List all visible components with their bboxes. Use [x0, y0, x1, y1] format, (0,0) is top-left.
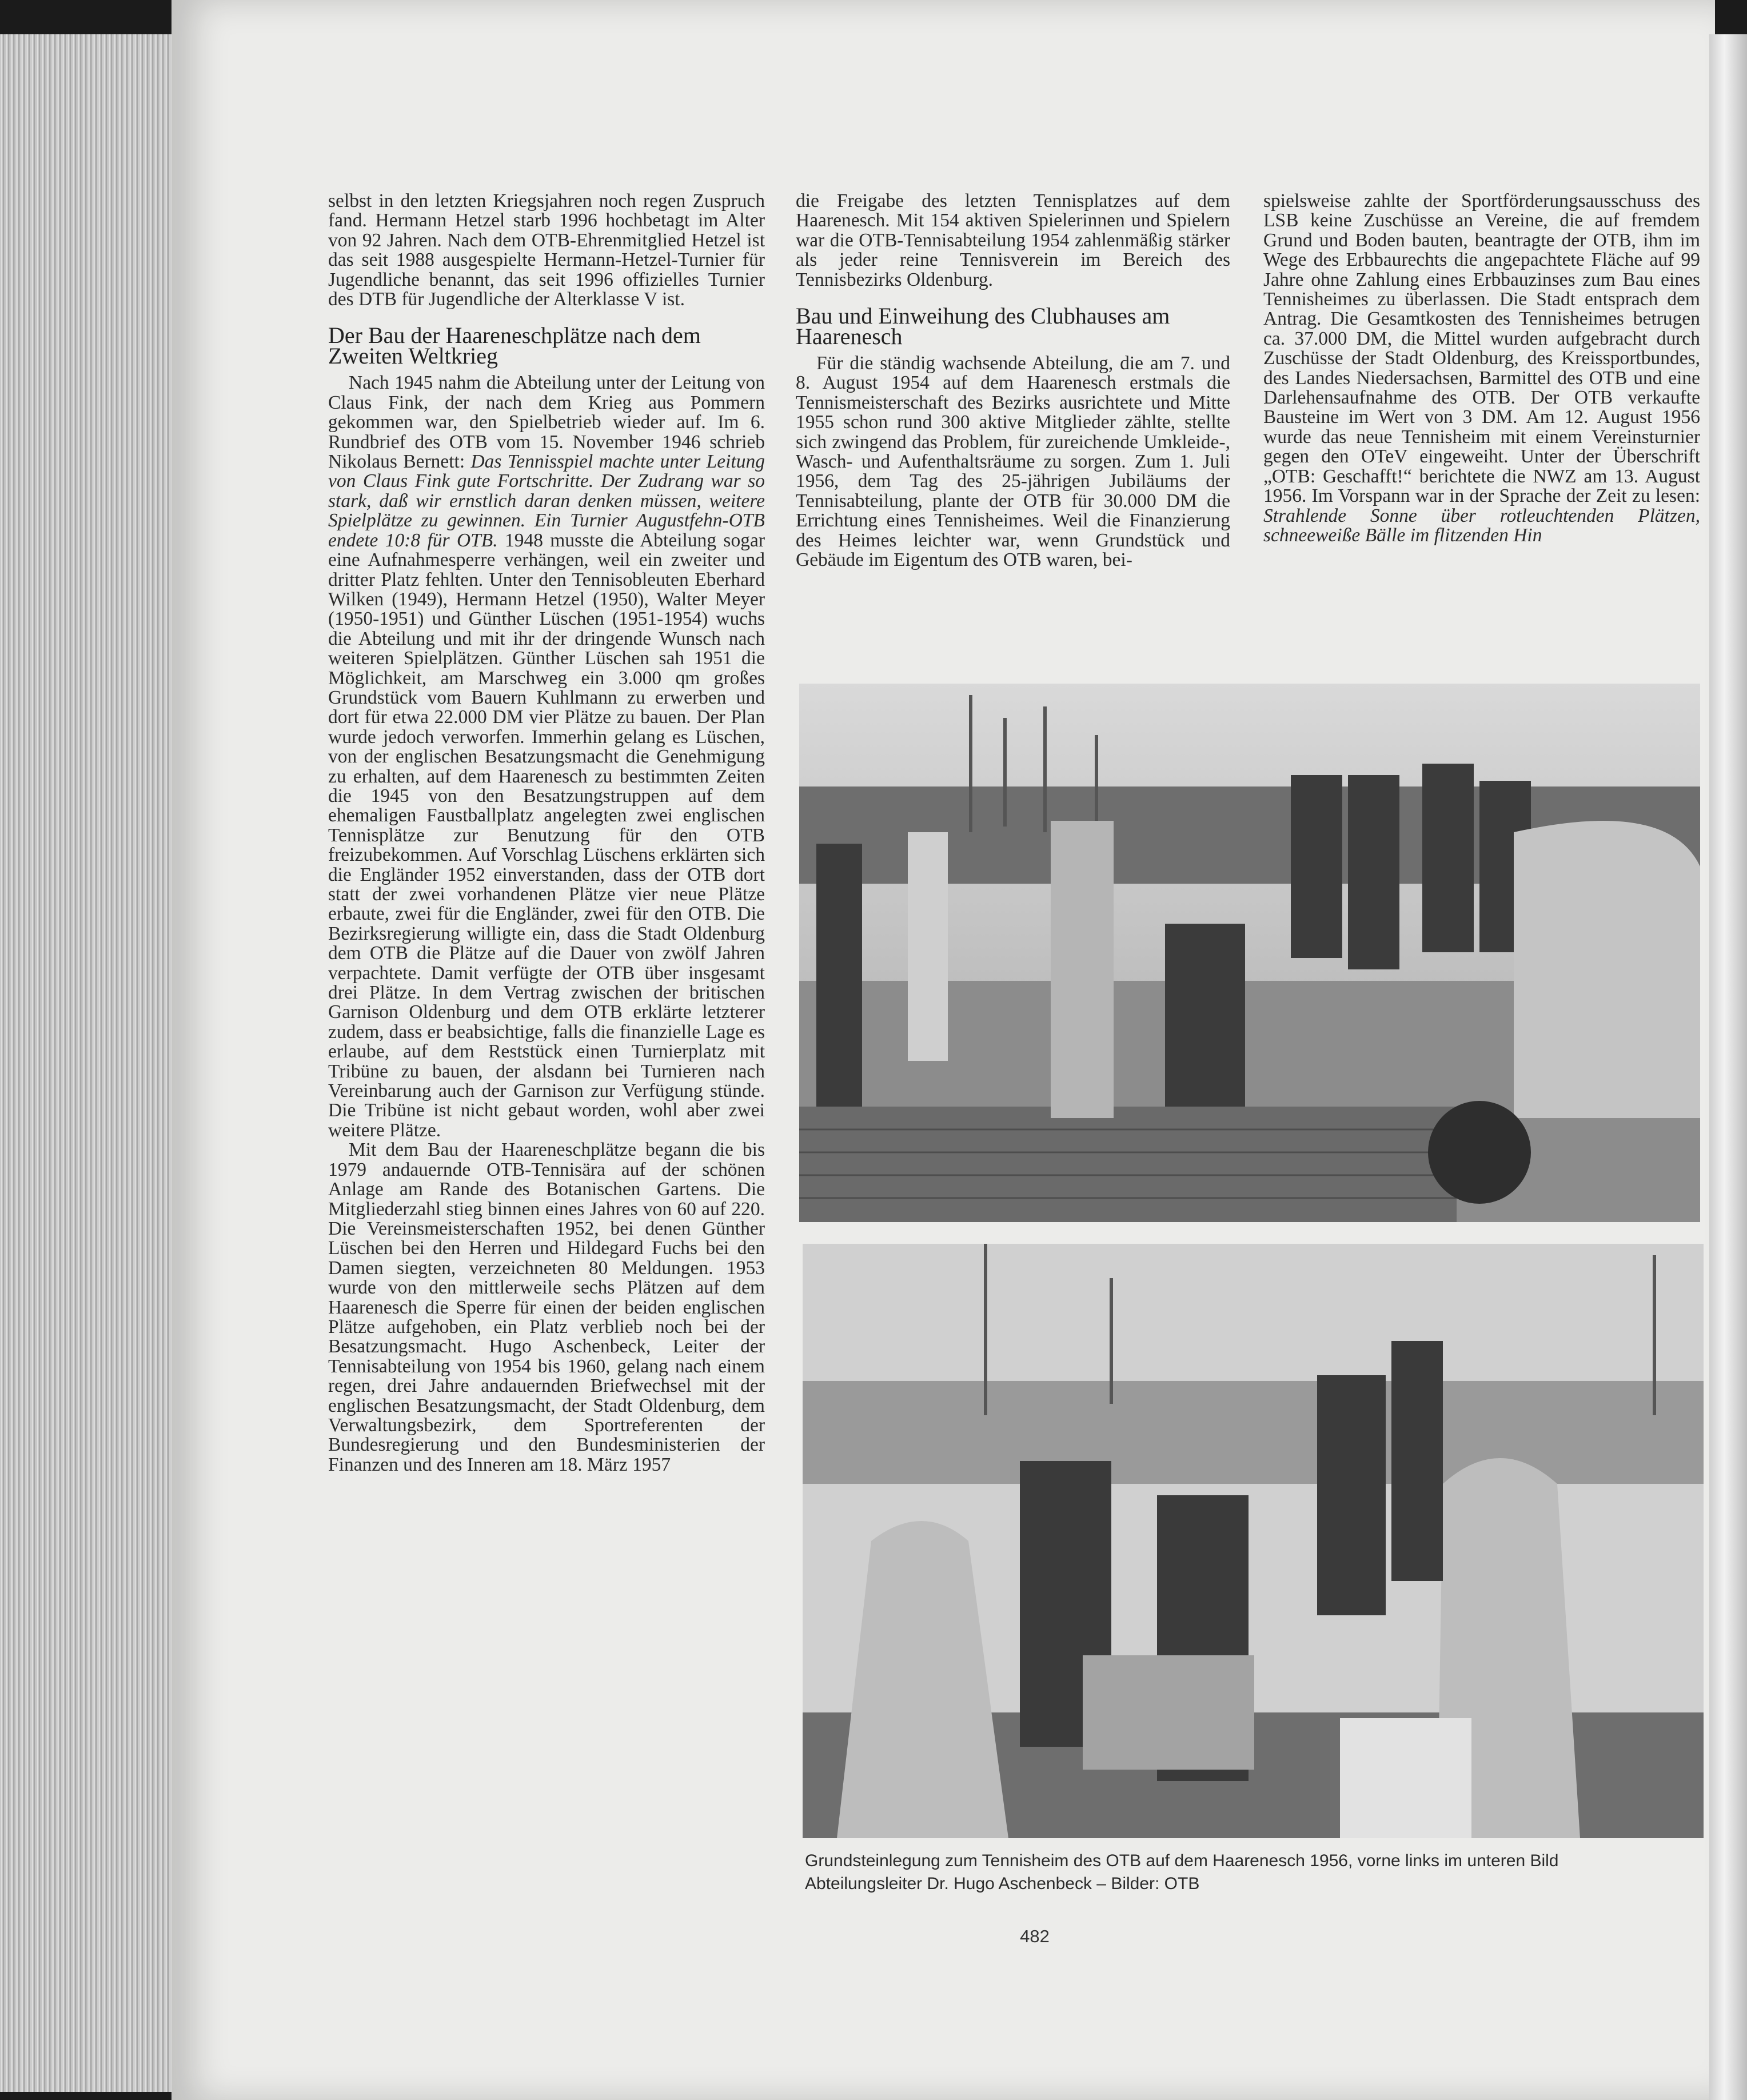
paragraph-text: 1948 musste die Abteilung sogar eine Aufnahmesperre verhängen, weil ein zweiter und dritter Platz fehlten. Unter den Tennisobleuten Eberhard Wilken (1949), Hermann Hetzel (1950), Walter Meyer (1950-1951) und Günther Lüschen (1951-1954) wuchs die Abteilung und mit ihr der dringende Wunsch nach weiteren Spielplätzen. Günther Lüschen sah 1951 die Möglichkeit, am Marschweg ein 3.000 qm großes Grundstück vom Bauern Kuhlmann zu erwerben und dort für etwa 22.000 DM vier Plätze zu bauen. Der Plan wurde jedoch verworfen. Immerhin gelang es Lüschen, von der englischen Besatzungsmacht die Genehmigung zu erhalten, auf dem Haarenesch zu bestimmten Zeiten die 1945 von den Besatzungstruppen auf dem ehemaligen Faustballplatz angelegten zwei englischen Tennisplätze zur Benutzung für den OTB freizubekommen. Auf Vorschlag Lüschens erklärten sich die Engländer 1952 einverstanden, dass der OTB dort statt der zwei vorhandenen Plätze vier neue Plätze erbaute, zwei für die Engländer, zwei für den OTB. Die Bezirksregierung willigte ein, dass die Stadt Oldenburg dem OTB die Plätze auf die Dauer von zwölf Jahren verpachtete. Damit verfügte der OTB über insgesamt drei Plätze. In dem Vertrag zwischen der britischen Garnison Oldenburg und dem OTB erklärte letzterer zudem, dass er beabsichtige, falls die finanzielle Lage es erlaube, auf dem Reststück einen Turnierplatz mit Tribüne zu bauen, der alsdann bei Turnieren nach Vereinbarung auch der Garnison zur Verfügung stünde. Die Tribüne ist nicht gebaut worden, wohl aber zwei weitere Plätze.	[328, 529, 765, 1141]
section-heading: Bau und Einweihung des Clubhauses am Haarenesch	[796, 303, 1170, 350]
caption-line: Grundsteinlegung zum Tennisheim des OTB auf dem Haarenesch 1956, vorne links im unteren Bild	[805, 1851, 1559, 1870]
page-number: 482	[1020, 1926, 1050, 1946]
photo-foundation-stone-ceremony	[803, 1244, 1704, 1838]
facing-page-edge	[1709, 34, 1747, 2100]
caption-line: Abteilungsleiter Dr. Hugo Aschenbeck – Bilder: OTB	[805, 1874, 1200, 1893]
section-heading: Der Bau der Haareneschplätze nach dem Zweiten Weltkrieg	[328, 322, 701, 369]
photo-construction-site	[799, 684, 1700, 1222]
paragraph-text: spielsweise zahlte der Sportförderungsausschuss des LSB keine Zuschüsse an Vereine, die auf fremdem Grund und Boden bauten, beantragte der OTB, ihm im Wege des Erbbaurechts die angepachtete Fläche auf 99 Jahre ohne Zahlung eines Erbbauzinses zum Bau eines Tennisheimes zu überlassen. Die Stadt entsprach dem Antrag. Die Gesamtkosten des Tennisheimes betrugen ca. 37.000 DM, die Mittel wurden aufgebracht durch Zuschüsse der Stadt Oldenburg, des Kreissportbundes, des Landes Niedersachsen, Barmittel des OTB und eine Darlehensaufnahme des OTB. Der OTB verkaufte Bausteine im Wert von 3 DM. Am 12. August 1956 wurde das neue Tennisheim mit einem Vereinsturnier gegen den OTeV eingeweiht. Unter der Überschrift „OTB: Geschafft!“ berichtete die NWZ am 13. August 1956. Im Vorspann war in der Sprache der Zeit zu lesen:	[1263, 190, 1700, 507]
text-column-middle	[796, 191, 1230, 570]
quote-text: Das Tennisspiel machte unter Leitung von Claus Fink gute Fortschritte. Der Zudrang war so stark, daß wir ernstlich daran denken müssen, weitere Spielplätze zu gewinnen. Ein Turnier Augustfehn-OTB endete 10:8 für OTB.	[328, 451, 765, 551]
paragraph: Für die ständig wachsende Abteilung, die am 7. und 8. August 1954 auf dem Haarenesch erstmals die Tennismeisterschaft des Bezirks ausrichtete und Mitte 1955 schon rund 300 aktive Mitglieder zählte, stellte sich zwingend das Problem, für zureichende Umkleide-, Wasch- und Aufenthaltsräume zu sorgen. Zum 1. Juli 1956, dem Tag des 25-jährigen Jubiläums der Tennisabteilung, plante der OTB für 30.000 DM die Errichtung eines Tennisheimes. Weil die Finanzierung des Heimes leichter war, wenn Grundstück und Gebäude im Eigentum des OTB waren, bei-	[796, 353, 1230, 571]
paragraph: die Freigabe des letzten Tennisplatzes auf dem Haarenesch. Mit 154 aktiven Spielerinnen und Spielern war die OTB-Tennisabteilung 1954 zahlenmäßig stärker als jeder reine Tennisverein im Bereich des Tennisbezirks Oldenburg.	[796, 190, 1230, 290]
paragraph-text: Nach 1945 nahm die Abteilung unter der Leitung von Claus Fink, der nach dem Krieg aus Pommern gekommen war, den Spielbetrieb wieder auf. Im 6. Rundbrief des OTB vom 15. November 1946 schrieb Nikolaus Bernett:	[328, 372, 765, 473]
quote-text: Strahlende Sonne über rotleuchtenden Plätzen, schneeweiße Bälle im flitzenden Hin	[1263, 505, 1700, 546]
photo-caption	[805, 1850, 1702, 1895]
paragraph	[328, 373, 765, 1140]
paragraph	[1263, 191, 1700, 545]
text-column-right	[1263, 191, 1700, 545]
text-column-left	[328, 191, 765, 1475]
paragraph: Mit dem Bau der Haareneschplätze begann die bis 1979 andauernde OTB-Tennisära auf der schönen Anlage am Rande des Botanischen Gartens. Die Mitgliederzahl stieg binnen eines Jahres von 60 auf 220. Die Vereinsmeisterschaften 1952, bei denen Günther Lüschen bei den Herren und Hildegard Fuchs bei den Damen siegten, verzeichneten 80 Meldungen. 1953 wurde von den mittlerweile sechs Plätzen auf dem Haarenesch die Sperre für einen der beiden englischen Plätze aufgehoben, ein Platz verblieb noch bei der Besatzungsmacht. Hugo Aschenbeck, Leiter der Tennisabteilung von 1954 bis 1960, gelang nach einem regen, drei Jahre andauernden Briefwechsel mit der englischen Besatzungsmacht, der Stadt Oldenburg, dem Verwaltungsbezirk, dem Sportreferenten der Bundesregierung und den Bundesministerien der Finanzen und des Inneren am 18. März 1957	[328, 1139, 765, 1475]
page-stack-edge	[0, 34, 189, 2092]
paragraph: selbst in den letzten Kriegsjahren noch regen Zuspruch fand. Hermann Hetzel starb 1996 hochbetagt im Alter von 92 Jahren. Nach dem OTB-Ehrenmitglied Hetzel ist das seit 1988 ausgespielte Hermann-Hetzel-Turnier für Jugendliche benannt, das seit 1996 offizielles Turnier des DTB für Jugendliche der Alterklasse V ist.	[328, 190, 765, 310]
